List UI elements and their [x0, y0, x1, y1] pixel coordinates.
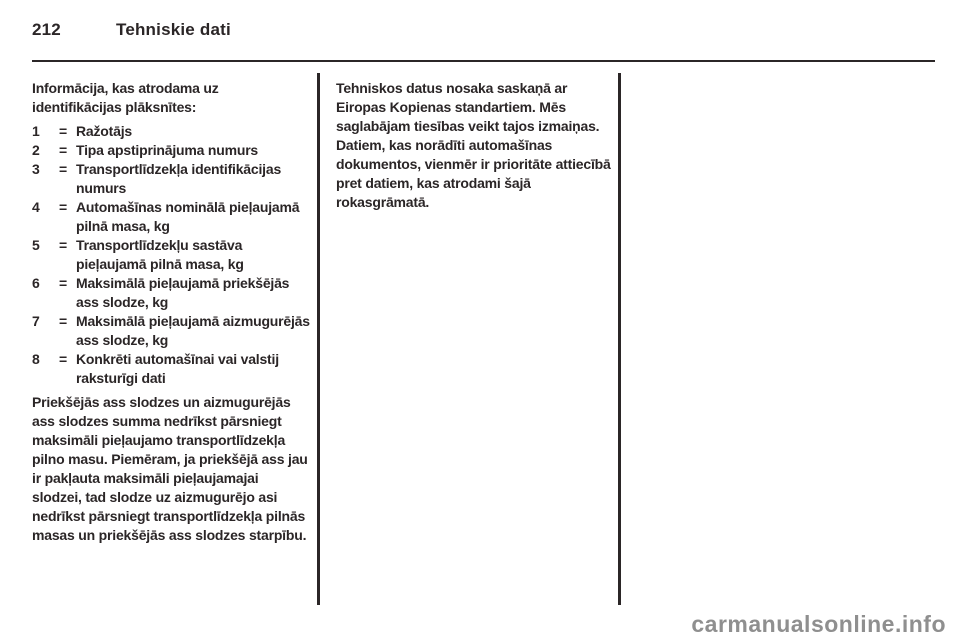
equals-sign: =: [59, 199, 67, 215]
legend-item-text: Maksimālā pieļaujamā aizmugurējās ass slodze, kg: [76, 313, 310, 348]
middle-column: [336, 79, 614, 212]
legend-item-number: 5: [32, 237, 40, 253]
legend-item-text: Konkrēti automašīnai vai valstij raksturīgi dati: [76, 351, 279, 386]
page-number: 212: [32, 20, 61, 39]
legend-item-text: Tipa apstiprinājuma numurs: [76, 142, 259, 158]
technical-data-note: Tehniskos datus nosaka saskaņā ar Eiropas Kopienas standartiem. Mēs saglabājam tiesības veikt tajos izmaiņas. Datiem, kas norādīti automašīnas dokumentos, vienmēr ir prioritāte attiecībā pret datiem, kas atrodami šajā rokasgrāmatā.: [336, 80, 611, 210]
identification-plate-legend: [32, 122, 310, 388]
header-rule: [32, 60, 935, 62]
legend-item-number: 2: [32, 142, 40, 158]
legend-row: [32, 122, 310, 141]
legend-item-number: 8: [32, 351, 40, 367]
equals-sign: =: [59, 313, 67, 329]
equals-sign: =: [59, 275, 67, 291]
legend-row: [32, 312, 310, 350]
legend-row: [32, 350, 310, 388]
legend-item-number: 6: [32, 275, 40, 291]
legend-item-number: 3: [32, 161, 40, 177]
left-column: [32, 79, 310, 545]
equals-sign: =: [59, 123, 67, 139]
page-header: [32, 20, 231, 40]
legend-item-text: Ražotājs: [76, 123, 132, 139]
identification-plate-intro: Informācija, kas atrodama uz identifikācijas plāksnītes:: [32, 80, 219, 115]
equals-sign: =: [59, 237, 67, 253]
legend-row: [32, 274, 310, 312]
chapter-title: Tehniskie dati: [116, 20, 231, 39]
legend-row: [32, 141, 310, 160]
legend-row: [32, 198, 310, 236]
equals-sign: =: [59, 351, 67, 367]
equals-sign: =: [59, 142, 67, 158]
legend-row: [32, 236, 310, 274]
column-divider-right: [618, 73, 621, 605]
axle-load-note: Priekšējās ass slodzes un aizmugurējās ass slodzes summa nedrīkst pārsniegt maksimāli pieļaujamo transportlīdzekļa pilno masu. Piemēram, ja priekšējā ass jau ir pakļauta maksimāli pieļaujamajai slodzei, tad slodze uz aizmugurējo asi nedrīkst pārsniegt transportlīdzekļa pilnās masas un priekšējās ass slodzes starpību.: [32, 394, 308, 543]
watermark: carmanualsonline.info: [691, 611, 946, 637]
legend-item-number: 1: [32, 123, 40, 139]
legend-item-number: 7: [32, 313, 40, 329]
legend-item-text: Maksimālā pieļaujamā priekšējās ass slodze, kg: [76, 275, 290, 310]
equals-sign: =: [59, 161, 67, 177]
legend-item-text: Transportlīdzekļu sastāva pieļaujamā pilnā masa, kg: [76, 237, 244, 272]
column-divider-left: [317, 73, 320, 605]
legend-item-text: Transportlīdzekļa identifikācijas numurs: [76, 161, 282, 196]
legend-item-text: Automašīnas nominālā pieļaujamā pilnā masa, kg: [76, 199, 300, 234]
legend-item-number: 4: [32, 199, 40, 215]
legend-row: [32, 160, 310, 198]
